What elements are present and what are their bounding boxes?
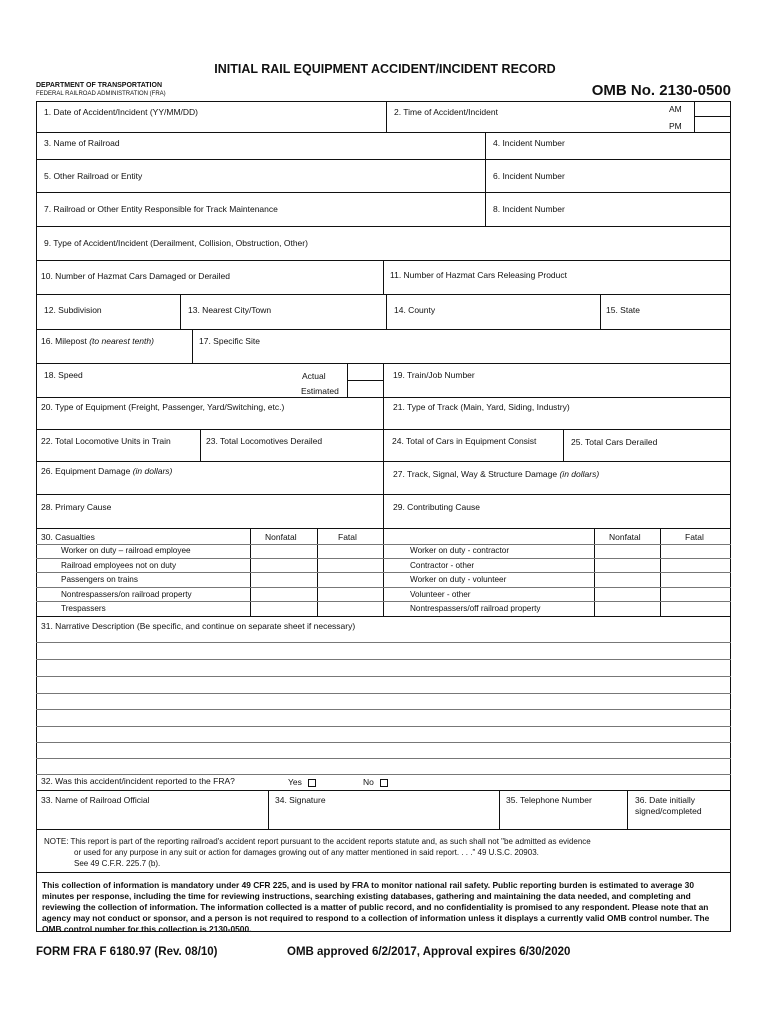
nonfatal-header: Nonfatal (609, 532, 641, 542)
col-divider (192, 329, 193, 363)
field-25-cars-derailed[interactable]: 25. Total Cars Derailed (571, 437, 658, 447)
col-divider (180, 294, 181, 329)
casualty-category: Worker on duty – railroad employee (61, 546, 191, 555)
field-36-date-signed-line2: signed/completed (635, 806, 702, 816)
col-divider (383, 260, 384, 294)
note-line: NOTE: This report is part of the reporting railroad's accident report pursuant to the accident reports statute and, as such shall not "be admitted as evidence (44, 837, 591, 846)
field-20-equipment-type[interactable]: 20. Type of Equipment (Freight, Passenger, Yard/Switching, etc.) (41, 402, 285, 412)
field-19-train-number[interactable]: 19. Train/Job Number (393, 370, 475, 380)
field-33-railroad-official[interactable]: 33. Name of Railroad Official (41, 795, 150, 805)
row-divider (347, 380, 383, 381)
narrative-line (36, 742, 731, 743)
row-divider (36, 159, 731, 160)
narrative-line (36, 642, 731, 643)
yes-checkbox[interactable] (308, 779, 316, 787)
field-35-telephone[interactable]: 35. Telephone Number (506, 795, 592, 805)
field-4-incident-number[interactable]: 4. Incident Number (493, 138, 565, 148)
casualty-category: Trespassers (61, 604, 106, 613)
fatal-header: Fatal (338, 532, 357, 542)
col-divider (383, 397, 384, 429)
equipment-damage-label: 26. Equipment Damage (41, 466, 131, 476)
row-divider (694, 116, 731, 117)
casualty-category: Passengers on trains (61, 575, 138, 584)
col-divider (383, 363, 384, 397)
row-divider (36, 872, 731, 873)
col-divider (563, 429, 564, 461)
field-23-locomotives-derailed[interactable]: 23. Total Locomotives Derailed (206, 436, 323, 446)
speed-actual-label: Actual (302, 371, 326, 381)
casualty-row-line (36, 601, 731, 602)
narrative-line (36, 774, 731, 775)
form-title: INITIAL RAIL EQUIPMENT ACCIDENT/INCIDENT RECORD (214, 62, 556, 76)
col-divider (600, 294, 601, 329)
casualty-category: Nontrespassers/off railroad property (410, 604, 541, 613)
milepost-note: (to nearest tenth) (89, 336, 154, 346)
narrative-line (36, 693, 731, 694)
field-11-hazmat-releasing[interactable]: 11. Number of Hazmat Cars Releasing Product (390, 270, 568, 280)
milepost-label: 16. Milepost (41, 336, 87, 346)
field-28-primary-cause[interactable]: 28. Primary Cause (41, 502, 112, 512)
casualty-category: Volunteer - other (410, 590, 471, 599)
fatal-header: Fatal (685, 532, 704, 542)
row-divider (36, 226, 731, 227)
no-option[interactable] (363, 777, 388, 787)
field-31-narrative[interactable]: 31. Narrative Description (Be specific, and continue on separate sheet if necessary) (41, 621, 356, 631)
col-divider (383, 429, 384, 461)
casualty-row-line (36, 558, 731, 559)
casualty-category: Worker on duty - volunteer (410, 575, 507, 584)
field-2-time[interactable]: 2. Time of Accident/Incident (394, 107, 498, 117)
row-divider (36, 829, 731, 830)
casualty-row-line (36, 572, 731, 573)
am-option[interactable]: AM (669, 104, 682, 114)
form-number: FORM FRA F 6180.97 (Rev. 08/10) (36, 946, 218, 958)
row-divider (36, 294, 731, 295)
col-divider (499, 790, 500, 829)
nonfatal-header: Nonfatal (265, 532, 297, 542)
col-divider (200, 429, 201, 461)
note-line: or used for any purpose in any suit or action for damages growing out of any matter mentioned in said report. . . ." 49 U.S.C. 20903. (74, 848, 539, 857)
casualty-category: Nontrespassers/on railroad property (61, 590, 192, 599)
col-divider (386, 101, 387, 132)
casualty-row-line (36, 544, 731, 545)
field-10-hazmat-damaged[interactable]: 10. Number of Hazmat Cars Damaged or Derailed (41, 271, 230, 281)
omb-approval: OMB approved 6/2/2017, Approval expires 6/30/2020 (287, 946, 571, 958)
field-22-locomotive-units[interactable]: 22. Total Locomotive Units in Train (41, 436, 171, 446)
note-line: See 49 C.F.R. 225.7 (b). (74, 859, 161, 868)
no-label: No (363, 777, 374, 787)
col-divider (627, 790, 628, 829)
field-9-accident-type[interactable]: 9. Type of Accident/Incident (Derailment, Collision, Obstruction, Other) (44, 238, 308, 248)
field-18-speed[interactable]: 18. Speed (44, 370, 83, 380)
track-damage-note: (in dollars) (559, 469, 600, 479)
pm-option[interactable]: PM (669, 121, 682, 131)
speed-estimated-label: Estimated (301, 386, 339, 396)
casualty-category: Worker on duty - contractor (410, 546, 510, 555)
field-27-track-damage[interactable] (393, 469, 599, 479)
col-divider (386, 294, 387, 329)
field-30-casualties: 30. Casualties (41, 532, 95, 542)
narrative-line (36, 726, 731, 727)
field-36-date-signed[interactable]: 36. Date initially (635, 795, 696, 805)
casualty-category: Railroad employees not on duty (61, 561, 177, 570)
col-divider (485, 132, 486, 226)
field-1-date[interactable]: 1. Date of Accident/Incident (YY/MM/DD) (44, 107, 199, 117)
field-21-track-type[interactable]: 21. Type of Track (Main, Yard, Siding, Industry) (393, 402, 570, 412)
field-32-reported-to-fra: 32. Was this accident/incident reported to the FRA? (41, 776, 235, 786)
narrative-line (36, 758, 731, 759)
col-divider (268, 790, 269, 829)
casualty-row-line (36, 587, 731, 588)
field-34-signature[interactable]: 34. Signature (275, 795, 326, 805)
narrative-line (36, 709, 731, 710)
field-24-cars-in-consist[interactable]: 24. Total of Cars in Equipment Consist (392, 436, 537, 446)
field-3-railroad[interactable]: 3. Name of Railroad (44, 138, 120, 148)
col-divider (383, 494, 384, 528)
field-8-incident-number[interactable]: 8. Incident Number (493, 204, 565, 214)
field-5-other-railroad[interactable]: 5. Other Railroad or Entity (44, 171, 143, 181)
equipment-damage-note: (in dollars) (132, 466, 173, 476)
omb-number: OMB No. 2130-0500 (591, 82, 731, 99)
legal-note (44, 836, 724, 869)
no-checkbox[interactable] (380, 779, 388, 787)
paperwork-burden-statement: This collection of information is mandatory under 49 CFR 225, and is used by FRA to monitor national rail safety. Public reporting burden is estimated to average 30 minutes per response, including the time for reviewing instructions, searching existing databases, gathering and maintaining the data needed, and completing and reviewing the collection of information. The information collected is a matter of public record, and no confidentiality is promised to any respondent. Please note that an agency may not conduct or sponsor, and a person is not required to respond to a collection of information unless it displays a currently valid OMB control number. The OMB control number for this collection is 2130-0500. (42, 880, 710, 934)
field-29-contributing-cause[interactable]: 29. Contributing Cause (393, 502, 480, 512)
row-divider (36, 329, 731, 330)
field-17-specific-site[interactable]: 17. Specific Site (199, 336, 260, 346)
row-divider (36, 192, 731, 193)
col-divider (383, 461, 384, 494)
field-14-county[interactable]: 14. County (394, 305, 436, 315)
field-13-nearest-city[interactable]: 13. Nearest City/Town (188, 305, 272, 315)
yes-label: Yes (288, 777, 302, 787)
narrative-line (36, 659, 731, 660)
agency-label: FEDERAL RAILROAD ADMINISTRATION (FRA) (36, 91, 166, 97)
field-12-subdivision[interactable]: 12. Subdivision (44, 305, 102, 315)
field-26-equipment-damage[interactable] (41, 466, 172, 476)
field-6-incident-number[interactable]: 6. Incident Number (493, 171, 565, 181)
row-divider (36, 132, 731, 133)
yes-option[interactable] (288, 777, 316, 787)
field-7-track-maintenance[interactable]: 7. Railroad or Other Entity Responsible for Track Maintenance (44, 204, 278, 214)
track-damage-label: 27. Track, Signal, Way & Structure Damage (393, 469, 558, 479)
narrative-line (36, 676, 731, 677)
row-divider (36, 616, 731, 617)
field-15-state[interactable]: 15. State (606, 305, 641, 315)
department-label: DEPARTMENT OF TRANSPORTATION (36, 82, 162, 89)
casualty-category: Contractor - other (410, 561, 475, 570)
field-16-milepost[interactable] (41, 336, 154, 346)
